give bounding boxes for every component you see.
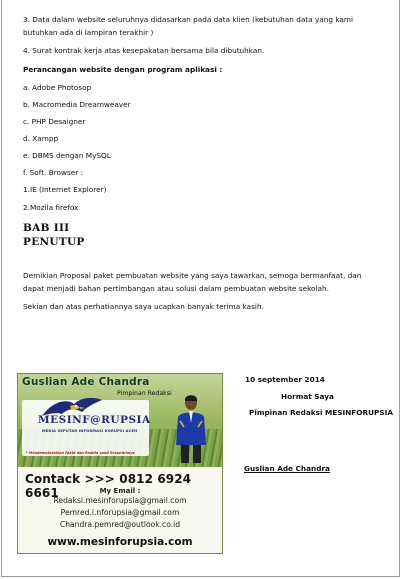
tool-item: a. Adobe Photosop bbox=[23, 83, 92, 92]
business-card bbox=[17, 373, 223, 554]
signature-greeting: Hormat Saya bbox=[281, 392, 334, 401]
email-address: Redaksi.mesinforupsia@gmail.com bbox=[53, 496, 187, 505]
email-label: My Email : bbox=[99, 487, 141, 495]
tool-item: f. Soft. Browser : bbox=[23, 168, 84, 177]
tool-item: d. Xampp bbox=[23, 134, 59, 143]
brand-tagline: MEDIA SEPUTAR INFORMASI KORUPSI ACEH bbox=[42, 429, 138, 433]
tool-item: c. PHP Desaigner bbox=[23, 117, 86, 126]
closing-line-2: dapat menjadi bahan pertimbangan atau solusi dalam pembuatan website sekolah. bbox=[23, 284, 329, 293]
browser-item: 1.IE (Internet Explorer) bbox=[23, 185, 107, 194]
contact-phone: Contack >>> 0812 6924 6661 bbox=[25, 472, 192, 500]
brand-motto: * Mendemokrasikan Fakta dan Realita yand Sesunfuhnya bbox=[26, 451, 135, 455]
signature-date: 10 september 2014 bbox=[245, 375, 325, 384]
closing-line-1: Demikian Proposal paket pembuatan website yang saya tawarkan, semoga bermanfaat, dan bbox=[23, 271, 362, 280]
website-url: www.mesinforupsia.com bbox=[47, 536, 193, 548]
list-item-4: 4. Surat kontrak kerja atas kesepakatan bersama bila dibutuhkan. bbox=[23, 46, 265, 55]
email-address: Chandra.pemred@outlook.co.id bbox=[59, 520, 181, 529]
chapter-number: BAB III bbox=[23, 222, 70, 234]
signature-name: Guslian Ade Chandra bbox=[244, 464, 330, 473]
list-item-3-line1: 3. Data dalam website seluruhnya didasarkan pada data klien (kebutuhan data yang kami bbox=[23, 15, 354, 24]
list-item-3-line2: butuhkan ada di lampiran terakhir ) bbox=[23, 28, 154, 37]
email-address: Pemred.i.nforupsia@gmail.com bbox=[60, 508, 180, 517]
browser-item: 2.Mozila firefox bbox=[23, 203, 79, 212]
tools-heading: Perancangan website dengan program aplikasi : bbox=[23, 65, 223, 74]
tool-item: e. DBMS dengan MySQL bbox=[23, 151, 111, 160]
tool-item: b. Macromedia Dreamweaver bbox=[23, 100, 131, 109]
brand-logo-text: MESINF@RUPSIA bbox=[38, 414, 151, 426]
card-name: Guslian Ade Chandra bbox=[22, 376, 150, 388]
card-role: Pimpinan Redaksi bbox=[117, 390, 172, 397]
chapter-title: PENUTUP bbox=[23, 236, 85, 248]
person-photo bbox=[172, 393, 210, 465]
thanks-line: Sekian dan atas perhatiannya saya ucapkan banyak terima kasih. bbox=[23, 302, 264, 311]
signature-position: Pimpinan Redaksi MESINFORUPSIA bbox=[249, 408, 394, 417]
